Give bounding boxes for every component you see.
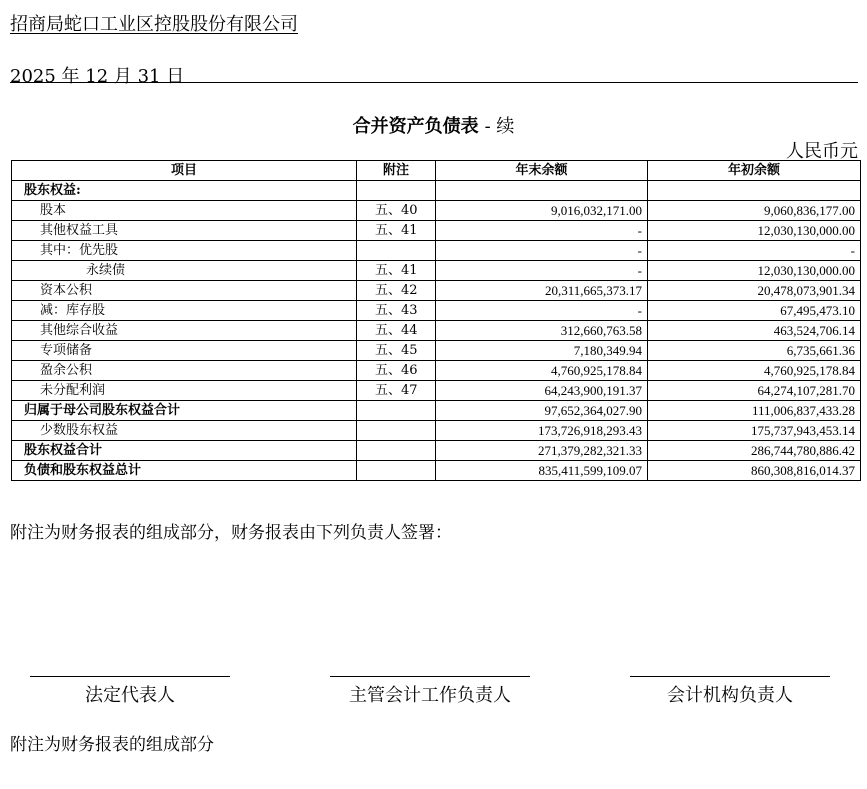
row-item: 资本公积 — [12, 281, 357, 301]
row-begin-balance: 286,744,780,886.42 — [648, 441, 861, 461]
row-note: 五、44 — [357, 321, 436, 341]
row-item: 股东权益: — [12, 181, 357, 201]
row-end-balance: 9,016,032,171.00 — [436, 201, 648, 221]
signature-chief-accountant: 主管会计工作负责人 — [330, 676, 530, 707]
row-note: 五、47 — [357, 381, 436, 401]
row-begin-balance: - — [648, 241, 861, 261]
table-row — [12, 441, 861, 461]
row-end-balance: 835,411,599,109.07 — [436, 461, 648, 481]
row-item: 股东权益合计 — [12, 441, 357, 461]
row-note — [357, 441, 436, 461]
row-begin-balance: 860,308,816,014.37 — [648, 461, 861, 481]
row-begin-balance: 6,735,661.36 — [648, 341, 861, 361]
table-row — [12, 261, 861, 281]
row-begin-balance: 4,760,925,178.84 — [648, 361, 861, 381]
row-item: 专项储备 — [12, 341, 357, 361]
row-note: 五、46 — [357, 361, 436, 381]
row-item: 未分配利润 — [12, 381, 357, 401]
table-row — [12, 221, 861, 241]
row-end-balance: 312,660,763.58 — [436, 321, 648, 341]
table-row — [12, 201, 861, 221]
footer-note: 附注为财务报表的组成部分 — [10, 735, 214, 755]
row-begin-balance — [648, 181, 861, 201]
row-end-balance: 7,180,349.94 — [436, 341, 648, 361]
row-note: 五、43 — [357, 301, 436, 321]
row-begin-balance: 9,060,836,177.00 — [648, 201, 861, 221]
signature-legal-representative: 法定代表人 — [30, 676, 230, 707]
row-end-balance: - — [436, 241, 648, 261]
row-item: 少数股东权益 — [12, 421, 357, 441]
row-note — [357, 241, 436, 261]
row-end-balance: 4,760,925,178.84 — [436, 361, 648, 381]
table-row — [12, 381, 861, 401]
table-row — [12, 281, 861, 301]
row-begin-balance: 64,274,107,281.70 — [648, 381, 861, 401]
row-end-balance: - — [436, 221, 648, 241]
statement-title-suffix: - 续 — [484, 116, 515, 137]
statement-title: 合并资产负债表 — [352, 116, 479, 137]
row-end-balance: 271,379,282,321.33 — [436, 441, 648, 461]
table-row — [12, 461, 861, 481]
table-row — [12, 181, 861, 201]
row-note — [357, 421, 436, 441]
signature-note: 附注为财务报表的组成部分，财务报表由下列负责人签署： — [10, 523, 452, 543]
row-item: 其他权益工具 — [12, 221, 357, 241]
row-begin-balance: 12,030,130,000.00 — [648, 221, 861, 241]
row-begin-balance: 463,524,706.14 — [648, 321, 861, 341]
row-end-balance: 173,726,918,293.43 — [436, 421, 648, 441]
row-item: 其中：优先股 — [12, 241, 357, 261]
table-row — [12, 301, 861, 321]
row-begin-balance: 111,006,837,433.28 — [648, 401, 861, 421]
row-item: 减：库存股 — [12, 301, 357, 321]
report-date: 2025 年 12 月 31 日 — [10, 66, 185, 87]
row-item: 股本 — [12, 201, 357, 221]
row-note — [357, 401, 436, 421]
currency-unit: 人民币元 — [786, 141, 858, 162]
statement-title-line — [0, 112, 867, 138]
row-note — [357, 181, 436, 201]
row-end-balance: 20,311,665,373.17 — [436, 281, 648, 301]
row-note: 五、42 — [357, 281, 436, 301]
row-note — [357, 461, 436, 481]
row-item: 负债和股东权益总计 — [12, 461, 357, 481]
table-row — [12, 341, 861, 361]
row-end-balance: - — [436, 301, 648, 321]
row-begin-balance: 20,478,073,901.34 — [648, 281, 861, 301]
header-item: 项目 — [12, 161, 357, 181]
row-end-balance: - — [436, 261, 648, 281]
row-item: 盈余公积 — [12, 361, 357, 381]
row-begin-balance: 12,030,130,000.00 — [648, 261, 861, 281]
header-end-balance: 年末余额 — [436, 161, 648, 181]
table-row — [12, 241, 861, 261]
signature-accounting-head: 会计机构负责人 — [630, 676, 830, 707]
balance-sheet-table — [11, 160, 861, 481]
company-name: 招商局蛇口工业区控股股份有限公司 — [10, 14, 298, 35]
table-header-row — [12, 161, 861, 181]
row-end-balance: 64,243,900,191.37 — [436, 381, 648, 401]
table-row — [12, 401, 861, 421]
table-row — [12, 421, 861, 441]
row-begin-balance: 67,495,473.10 — [648, 301, 861, 321]
row-item: 其他综合收益 — [12, 321, 357, 341]
row-note: 五、40 — [357, 201, 436, 221]
row-note: 五、45 — [357, 341, 436, 361]
header-note: 附注 — [357, 161, 436, 181]
row-begin-balance: 175,737,943,453.14 — [648, 421, 861, 441]
header-begin-balance: 年初余额 — [648, 161, 861, 181]
row-end-balance — [436, 181, 648, 201]
row-end-balance: 97,652,364,027.90 — [436, 401, 648, 421]
row-item: 永续债 — [12, 261, 357, 281]
row-item: 归属于母公司股东权益合计 — [12, 401, 357, 421]
table-row — [12, 361, 861, 381]
table-row — [12, 321, 861, 341]
row-note: 五、41 — [357, 221, 436, 241]
row-note: 五、41 — [357, 261, 436, 281]
header-divider — [10, 82, 858, 83]
